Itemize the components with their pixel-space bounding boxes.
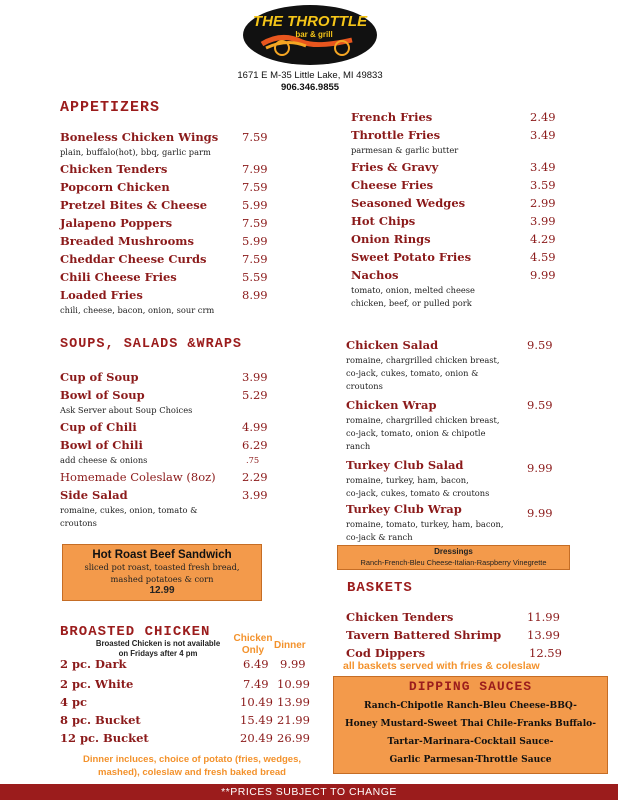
menu-item-name: Bowl of Soup <box>60 388 145 402</box>
menu-item-name: Tavern Battered Shrimp <box>346 628 502 642</box>
appetizers-title: APPETIZERS <box>60 99 161 116</box>
broasted-title: BROASTED CHICKEN <box>60 624 211 640</box>
menu-item-desc: co-jack & ranch <box>346 532 413 542</box>
menu-item-price: 2.49 <box>530 110 556 124</box>
menu-item-name: Turkey Club Salad <box>346 458 464 472</box>
broasted-note-line: Broasted Chicken is not available <box>95 639 221 648</box>
broasted-dinner-note-line: mashed), coleslaw and fresh baked bread <box>98 767 286 778</box>
menu-item-price: 6.29 <box>242 438 268 452</box>
menu-item-price: 5.59 <box>242 270 268 284</box>
menu-item-name: Popcorn Chicken <box>60 180 170 194</box>
menu-item-desc: plain, buffalo(hot), bbq, garlic parm <box>60 147 211 157</box>
menu-item-name: 12 pc. Bucket <box>60 731 149 745</box>
menu-item-price: 12.59 <box>529 646 562 660</box>
menu-item-price: 13.99 <box>277 695 310 709</box>
menu-item-price: 4.99 <box>242 420 268 434</box>
broasted-note <box>78 639 238 659</box>
menu-item-price: 8.99 <box>242 288 268 302</box>
dressings-box <box>337 545 570 570</box>
menu-item-desc: romaine, chargrilled chicken breast, <box>346 355 500 365</box>
menu-item-price: 9.99 <box>530 268 556 282</box>
menu-item-name: Seasoned Wedges <box>351 196 466 210</box>
broasted-dinner-note-line: Dinner incluces, choice of potato (fries, wedges, <box>82 754 302 765</box>
sauces-title: DIPPING SAUCES <box>408 679 533 694</box>
menu-item-desc: croutons <box>60 518 97 528</box>
menu-item-name: Cheddar Cheese Curds <box>60 252 207 266</box>
column-header-line: Only <box>241 645 265 656</box>
menu-item-price: 9.99 <box>527 461 553 475</box>
menu-item-name: Throttle Fries <box>351 128 441 142</box>
menu-item-price: 5.99 <box>242 234 268 248</box>
menu-item-price: 3.99 <box>242 488 268 502</box>
menu-item-price: 3.49 <box>530 128 556 142</box>
column-header-dinner: Dinner <box>274 640 306 651</box>
menu-item-name: 2 pc. Dark <box>60 657 127 671</box>
menu-item-desc: add cheese & onions <box>60 455 148 465</box>
menu-item-desc: chicken, beef, or pulled pork <box>351 298 472 308</box>
dipping-sauces-box <box>333 676 608 774</box>
broasted-note-line: on Fridays after 4 pm <box>118 649 198 658</box>
menu-item-price: 7.49 <box>243 677 269 691</box>
menu-item-name: Cheese Fries <box>351 178 434 192</box>
menu-item-desc: co-jack, cukes, tomato, onion & <box>346 368 479 378</box>
sauces-line: Honey Mustard-Sweet Thai Chile-Franks Buffalo- <box>345 718 596 729</box>
menu-item-price: 9.59 <box>527 398 553 412</box>
logo-name: THE THROTTLE <box>252 13 368 30</box>
menu-item-desc: croutons <box>346 381 383 391</box>
menu-item-name: Hot Chips <box>351 214 416 228</box>
menu-item-desc: romaine, chargrilled chicken breast, <box>346 415 500 425</box>
menu-item-desc: parmesan & garlic butter <box>351 145 459 155</box>
menu-item-name: Breaded Mushrooms <box>60 234 194 248</box>
address: 1671 E M-35 Little Lake, MI 49833 <box>237 70 383 81</box>
phone: 906.346.9855 <box>280 82 340 93</box>
sauces-list <box>334 697 607 769</box>
menu-item-desc: romaine, turkey, ham, bacon, <box>346 475 469 485</box>
menu-item-name: Boneless Chicken Wings <box>60 130 219 144</box>
menu-item-price: 6.49 <box>243 657 269 671</box>
menu-item-price: 7.59 <box>242 180 268 194</box>
menu-item-price: 7.59 <box>242 252 268 266</box>
menu-item-price: 9.99 <box>280 657 306 671</box>
soups-title: SOUPS, SALADS &WRAPS <box>60 337 243 352</box>
price-disclaimer: **PRICES SUBJECT TO CHANGE <box>0 784 618 800</box>
column-header-line: Chicken <box>233 633 273 644</box>
menu-item-name: Nachos <box>351 268 399 282</box>
baskets-title: BASKETS <box>347 580 413 596</box>
menu-item-price: 9.99 <box>527 506 553 520</box>
menu-item-price: 3.59 <box>530 178 556 192</box>
menu-item-desc: romaine, cukes, onion, tomato & <box>60 505 198 515</box>
menu-item-name: French Fries <box>351 110 433 124</box>
menu-item-price: 20.49 <box>240 731 273 745</box>
sauces-line: Tartar-Marinara-Cocktail Sauce- <box>387 736 554 747</box>
menu-item-price: 15.49 <box>240 713 273 727</box>
special-price: 12.99 <box>149 585 175 596</box>
menu-item-price: 26.99 <box>277 731 310 745</box>
menu-item-price: 13.99 <box>527 628 560 642</box>
menu-item-price: 10.49 <box>240 695 273 709</box>
menu-item-name: Chili Cheese Fries <box>60 270 177 284</box>
menu-item-desc: tomato, onion, melted cheese <box>351 285 475 295</box>
sauces-line: Garlic Parmesan-Throttle Sauce <box>389 754 552 765</box>
menu-item-name: Cod Dippers <box>346 646 426 660</box>
menu-item-name: Side Salad <box>60 488 128 502</box>
menu-item-price: 7.99 <box>242 162 268 176</box>
menu-item-name: Chicken Wrap <box>346 398 437 412</box>
menu-item-name: Pretzel Bites & Cheese <box>60 198 208 212</box>
menu-item-price: 2.99 <box>530 196 556 210</box>
dressings-list: Ranch-French-Bleu Cheese-Italian-Raspberry Vinegrette <box>360 558 547 567</box>
special-title: Hot Roast Beef Sandwich <box>92 549 232 561</box>
menu-item-price: 7.59 <box>242 216 268 230</box>
menu-item-price: 2.29 <box>242 470 268 484</box>
menu-item-name: Cup of Chili <box>60 420 137 434</box>
menu-item-name: Cup of Soup <box>60 370 139 384</box>
throttle-logo <box>242 4 378 66</box>
address-block <box>200 70 420 94</box>
broasted-dinner-note <box>60 753 324 779</box>
menu-item-name: Chicken Salad <box>346 338 439 352</box>
menu-item-desc: co-jack, cukes, tomato & croutons <box>346 488 490 498</box>
menu-item-price: 9.59 <box>527 338 553 352</box>
menu-item-price: 5.99 <box>242 198 268 212</box>
add-on-price: .75 <box>246 455 260 465</box>
menu-item-desc: Ask Server about Soup Choices <box>60 405 193 415</box>
menu-item-name: Loaded Fries <box>60 288 143 302</box>
menu-item-name: Jalapeno Poppers <box>60 216 173 230</box>
menu-item-desc: co-jack, tomato, onion & chipotle <box>346 428 486 438</box>
menu-item-desc: chili, cheese, bacon, onion, sour crm <box>60 305 215 315</box>
menu-item-name: Turkey Club Wrap <box>346 502 462 516</box>
menu-item-desc: ranch <box>346 441 371 451</box>
menu-item-price: 4.29 <box>530 232 556 246</box>
menu-item-price: 3.99 <box>530 214 556 228</box>
menu-item-price: 10.99 <box>277 677 310 691</box>
menu-item-price: 4.59 <box>530 250 556 264</box>
menu-item-name: Sweet Potato Fries <box>351 250 472 264</box>
menu-item-price: 3.49 <box>530 160 556 174</box>
logo-tagline: bar & grill <box>295 30 333 39</box>
special-box <box>62 544 262 601</box>
menu-item-price: 7.59 <box>242 130 268 144</box>
menu-item-name: 2 pc. White <box>60 677 134 691</box>
column-header-chicken-only <box>232 633 274 657</box>
menu-item-name: 4 pc <box>60 695 88 709</box>
menu-item-name: Chicken Tenders <box>346 610 454 624</box>
dressings-title: Dressings <box>434 547 473 556</box>
menu-item-desc: romaine, tomato, turkey, ham, bacon, <box>346 519 504 529</box>
menu-item-name: Onion Rings <box>351 232 431 246</box>
menu-item-name: Bowl of Chili <box>60 438 143 452</box>
menu-item-name: Fries & Gravy <box>351 160 439 174</box>
menu-item-price: 5.29 <box>242 388 268 402</box>
menu-item-name: Chicken Tenders <box>60 162 168 176</box>
menu-item-name: Homemade Coleslaw (8oz) <box>60 470 216 484</box>
menu-item-price: 3.99 <box>242 370 268 384</box>
special-desc: mashed potatoes & corn <box>110 573 214 584</box>
menu-item-price: 11.99 <box>527 610 560 624</box>
menu-item-price: 21.99 <box>277 713 310 727</box>
menu-item-name: 8 pc. Bucket <box>60 713 141 727</box>
baskets-note: all baskets served with fries & coleslaw <box>343 660 540 672</box>
sauces-line: Ranch-Chipotle Ranch-Bleu Cheese-BBQ- <box>364 700 577 711</box>
special-desc: sliced pot roast, toasted fresh bread, <box>84 562 240 572</box>
